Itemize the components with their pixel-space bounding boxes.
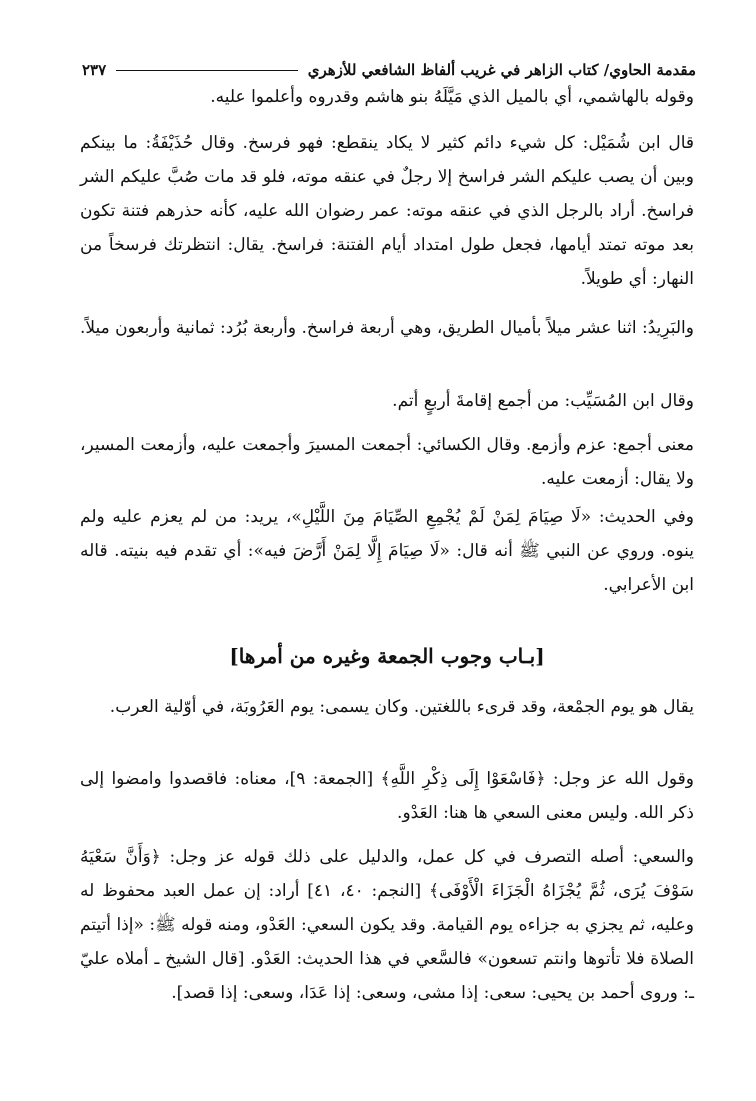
paragraph-8: وقول الله عز وجل: ﴿فَاسْعَوْا إِلَى ذِكْرِ اللَّهِ﴾ [الجمعة: ٩]، معناه: فاقصدوا وامضوا إلى ذكر الله. وليس معنى السعي ها هنا: العَدْو. bbox=[80, 769, 694, 823]
paragraph-5: معنى أجمع: عزم وأزمع. وقال الكسائي: أجمعت المسيرَ وأجمعت عليه، وأزمعت المسير، ولا يقال: أزمعت عليه. bbox=[80, 435, 694, 489]
paragraph-3: والبَرِيدُ: اثنا عشر ميلاً بأميال الطريق، وهي أربعة فراسخ. وأربعة بُرُد: ثمانية وأربعون ميلاً. bbox=[79, 318, 694, 338]
header-rule bbox=[116, 70, 298, 71]
paragraph-7: يقال هو يوم الجمْعة، وقد قرىء باللغتين. وكان يسمى: يوم العَرُوبَة، في أوّلية العرب. bbox=[109, 697, 694, 717]
running-header bbox=[82, 58, 696, 82]
page-number: ٢٣٧ bbox=[82, 61, 107, 79]
paragraph-4: وقال ابن المُسَيِّب: من أجمع إقامةَ أربعٍ أتم. bbox=[392, 391, 694, 411]
header-title: مقدمة الحاوي/ كتاب الزاهر في غريب ألفاظ الشافعي للأزهري bbox=[307, 61, 696, 79]
paragraph-6: وفي الحديث: «لَا صِيَامَ لِمَنْ لَمْ يُجْمِعِ الصِّيَامَ مِنَ اللَّيْلِ»، يريد: من لم يعزم عليه ولم ينوه. وروي عن النبي ﷺ أنه قال: «لَا صِيَامَ إِلَّا لِمَنْ أَرَّضَ فيه»: أي تقدم فيه بنيته. قاله ابن الأعرابي. bbox=[80, 507, 694, 595]
section-heading: [بـاب وجوب الجمعة وغيره من أمرها] bbox=[229, 644, 545, 668]
paragraph-1: وقوله بالهاشمي، أي بالميل الذي مَيَّلَهُ بنو هاشم وقدروه وأعلموا عليه. bbox=[210, 87, 694, 107]
paragraph-2: قال ابن شُمَيْل: كل شيء دائم كثير لا يكاد ينقطع: فهو فرسخ. وقال حُذَيْفَةُ: ما بينكم وبين أن يصب عليكم الشر فراسخ إلا رجلٌ في عنقه موته، فلو قد مات صُبَّ عليكم الشر فراسخ. أراد بالرجل الذي في عنقه موته: عمر رضوان الله عليه، كأنه حذرهم فتنة تكون بعد موته تمتد أيامها، فجعل طول امتداد أيام الفتنة: فراسخ. يقال: انتظرتك فرسخاً من النهار: أي طويلاً. bbox=[80, 133, 694, 289]
paragraph-9: والسعي: أصله التصرف في كل عمل، والدليل على ذلك قوله عز وجل: ﴿وَأَنَّ سَعْيَهُ سَوْفَ يُرَى، ثُمَّ يُجْزَاهُ الْجَزَاءَ الْأَوْفَى﴾ [النجم: ٤٠، ٤١] أراد: إن عمل العبد محفوظ له وعليه، ثم يجزي به جزاءه يوم القيامة. وقد يكون السعي: العَدْو، ومنه قوله ﷺ: «إذا أتيتم الصلاة فلا تأتوها وانتم تسعون» فالسَّعي في هذا الحديث: العَدْو. [قال الشيخ ـ أملاه عليّ ـ: وروى أحمد بن يحيى: سعى: إذا مشى، وسعى: إذا عَدَا، وسعى: إذا قصد]. bbox=[80, 847, 694, 1003]
